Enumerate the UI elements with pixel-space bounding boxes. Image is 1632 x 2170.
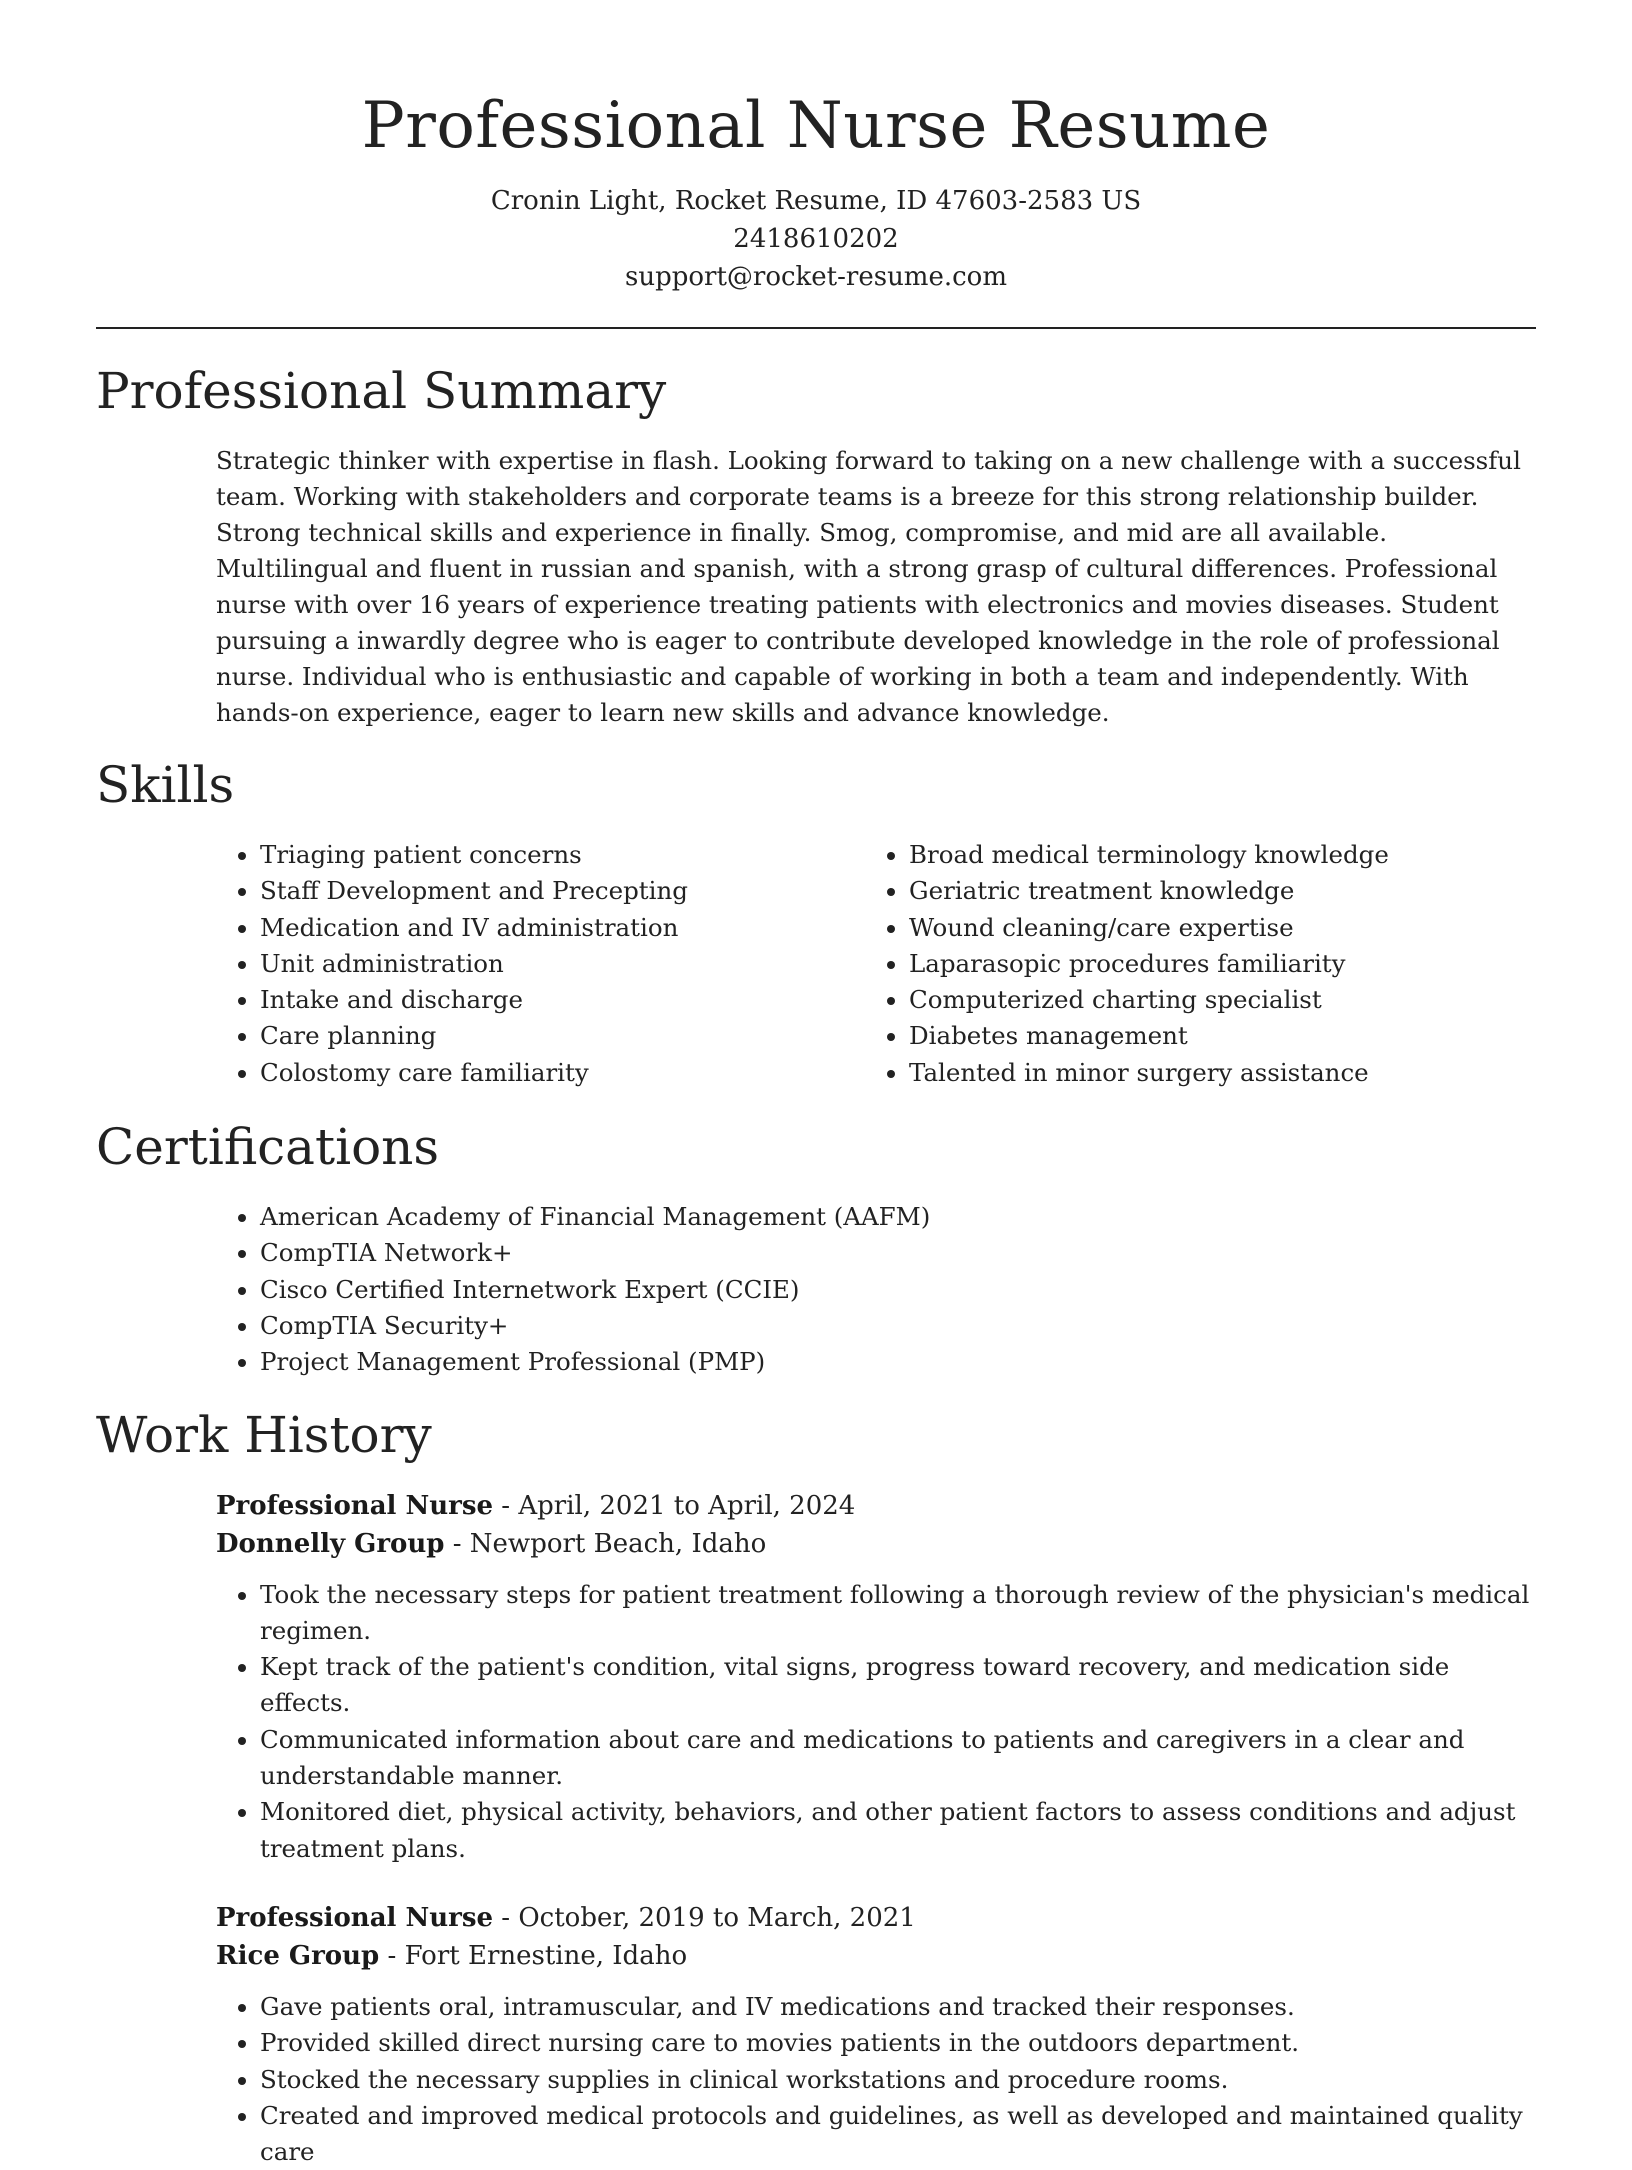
certification-item: • CompTIA Network+ (260, 1235, 1536, 1271)
contact-email: support@rocket-resume.com (624, 262, 1007, 292)
skills-list-left (216, 837, 865, 1091)
summary-heading: Professional Summary (96, 362, 667, 420)
summary-text: Strategic thinker with expertise in flash. Looking forward to taking on a new challenge with a successful team. Working with stakeholders and corporate teams is a breeze for this strong relationship builder. Strong technical skills and experience in finally. Smog, compromise, and mid are all available. Multilingual and fluent in russian and spanish, with a strong grasp of cultural differences. Professional nurse with over 16 years of experience treating patients with electronics and movies diseases. Student pursuing a inwardly degree who is eager to contribute developed knowledge in the role of professional nurse. Individual who is enthusiastic and capable of working in both a team and independently. With hands-on experience, eager to learn new skills and advance knowledge. (216, 446, 1521, 727)
job-company-line (216, 1937, 1536, 1975)
job-bullet: • Created and improved medical protocols and guidelines, as well as developed and maintained quality care (260, 2098, 1536, 2170)
skills-heading: Skills (96, 756, 235, 814)
job-bullets (216, 1989, 1536, 2170)
job-dates: - October, 2019 to March, 2021 (493, 1902, 916, 1933)
job-bullet: • Took the necessary steps for patient treatment following a thorough review of the physician's medical regimen. (260, 1577, 1536, 1650)
skill-item: • Geriatric treatment knowledge (909, 873, 1549, 909)
skill-item: • Colostomy care familiarity (260, 1055, 865, 1091)
job-entry (216, 1899, 1536, 2170)
job-bullets (216, 1577, 1536, 1867)
job-title: Professional Nurse (216, 1490, 494, 1521)
resume-page (96, 0, 1536, 2170)
certification-item: • Cisco Certified Internetwork Expert (CCIE) (260, 1272, 1536, 1308)
skill-item: • Unit administration (260, 946, 865, 982)
skill-item: • Medication and IV administration (260, 910, 865, 946)
certification-item: • American Academy of Financial Management (AAFM) (260, 1199, 1536, 1235)
skills-columns (216, 837, 1536, 1091)
job-location: - Fort Ernestine, Idaho (379, 1940, 688, 1971)
job-bullet: • Stocked the necessary supplies in clinical workstations and procedure rooms. (260, 2062, 1536, 2098)
job-company: Donnelly Group (216, 1528, 445, 1559)
skill-item: • Staff Development and Precepting (260, 873, 865, 909)
job-company: Rice Group (216, 1940, 380, 1971)
job-location: - Newport Beach, Idaho (444, 1528, 767, 1559)
job-title-line (216, 1487, 1536, 1525)
skill-item: • Diabetes management (909, 1018, 1549, 1054)
job-dates: - April, 2021 to April, 2024 (493, 1490, 856, 1521)
job-entry (216, 1487, 1536, 1867)
header-divider (96, 327, 1536, 329)
contact-address: Cronin Light, Rocket Resume, ID 47603-2583 US (490, 186, 1142, 216)
resume-title: Professional Nurse Resume (361, 89, 1271, 163)
job-title-line (216, 1899, 1536, 1937)
job-bullet: • Communicated information about care and medications to patients and caregivers in a clear and understandable manner. (260, 1722, 1536, 1795)
contact-info (96, 182, 1536, 296)
skill-item: • Wound cleaning/care expertise (909, 910, 1549, 946)
job-company-line (216, 1525, 1536, 1563)
skill-item: • Care planning (260, 1018, 865, 1054)
skill-item: • Laparasopic procedures familiarity (909, 946, 1549, 982)
skill-item: • Computerized charting specialist (909, 982, 1549, 1018)
job-bullet: • Provided skilled direct nursing care to movies patients in the outdoors department. (260, 2025, 1536, 2061)
skill-item: • Broad medical terminology knowledge (909, 837, 1549, 873)
certification-item: • CompTIA Security+ (260, 1308, 1536, 1344)
certifications-heading: Certifications (96, 1118, 440, 1177)
job-title: Professional Nurse (216, 1902, 494, 1933)
skill-item: • Triaging patient concerns (260, 837, 865, 873)
certification-item: • Project Management Professional (PMP) (260, 1344, 1536, 1380)
certifications-list (216, 1199, 1536, 1380)
job-bullet: • Monitored diet, physical activity, behaviors, and other patient factors to assess conditions and adjust treatment plans. (260, 1794, 1536, 1867)
skill-item: • Intake and discharge (260, 982, 865, 1018)
job-bullet: • Kept track of the patient's condition, vital signs, progress toward recovery, and medication side effects. (260, 1649, 1536, 1722)
work-history-heading: Work History (96, 1405, 432, 1464)
skill-item: • Talented in minor surgery assistance (909, 1055, 1549, 1091)
job-bullet: • Gave patients oral, intramuscular, and IV medications and tracked their responses. (260, 1989, 1536, 2025)
contact-phone: 2418610202 (733, 224, 899, 254)
skills-list-right (865, 837, 1549, 1091)
